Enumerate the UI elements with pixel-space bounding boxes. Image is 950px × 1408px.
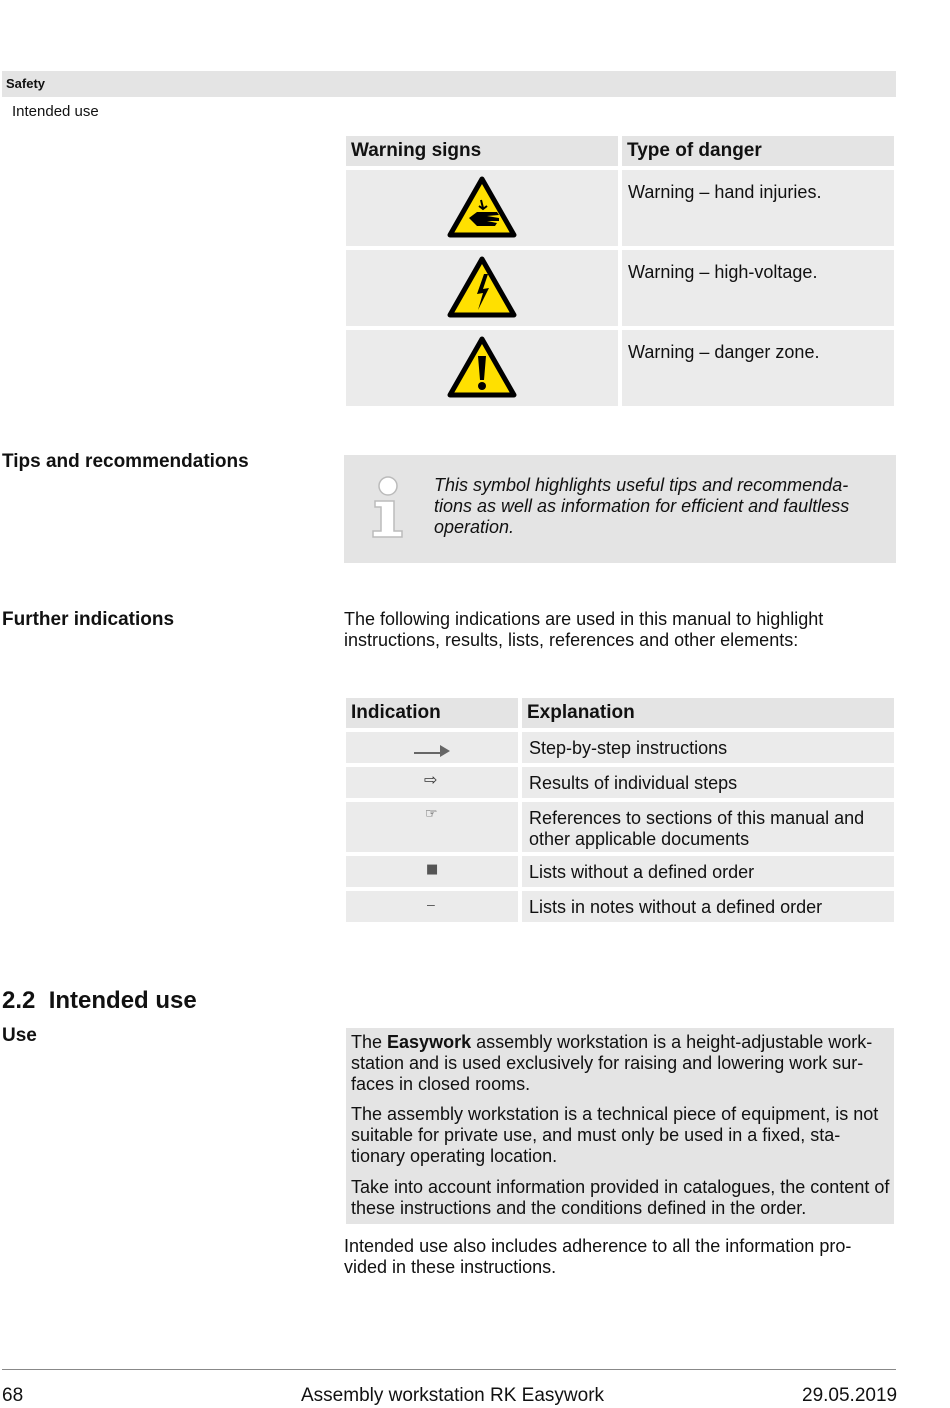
explanation-step-by-step: Step-by-step instructions <box>522 732 894 763</box>
step-arrow-icon <box>412 741 452 757</box>
hand-injury-warning-icon <box>447 176 517 238</box>
dash-bullet-icon: – <box>427 896 435 912</box>
section-title-text: Intended use <box>48 987 197 1014</box>
explanation-lists: Lists without a defined order <box>522 856 894 887</box>
high-voltage-warning-icon <box>447 256 517 318</box>
intended-use-paragraph-2: The assembly workstation is a technical piece of equipment, is not suitable for private use, and must only be used in a fixed, sta-tionary operating location. <box>351 1104 879 1166</box>
intended-use-paragraph-3: Take into account information provided in catalogues, the content of these instructions and the conditions defined in the order. <box>351 1177 890 1218</box>
warning-table-header-danger: Type of danger <box>622 136 894 166</box>
explanation-lists-in-notes: Lists in notes without a defined order <box>522 891 894 922</box>
info-icon <box>370 475 406 539</box>
danger-type-high-voltage: Warning – high-voltage. <box>622 250 894 326</box>
danger-type-hand-injuries: Warning – hand injuries. <box>622 170 894 246</box>
product-name: Easywork <box>387 1032 472 1052</box>
further-indications-heading: Further indications <box>2 609 175 630</box>
tip-box <box>344 455 896 563</box>
tip-text: This symbol highlights useful tips and recommenda-tions as well as information for efficient and faultless operation. <box>434 475 850 537</box>
indication-symbol-cell <box>346 802 518 852</box>
indication-symbol-cell <box>346 891 518 922</box>
explanation-table-header: Explanation <box>522 698 894 728</box>
further-indications-intro: The following indications are used in this manual to highlight instructions, results, lists, references and other elements: <box>344 609 824 650</box>
warning-sign-cell <box>346 250 618 326</box>
square-bullet-icon: ■ <box>426 862 439 877</box>
indication-symbol-cell <box>346 732 518 763</box>
intended-use-paragraph-4: Intended use also includes adherence to all the information pro-vided in these instructions. <box>344 1236 852 1277</box>
section-header-bar <box>2 71 896 97</box>
indication-symbol-cell <box>346 856 518 887</box>
indication-symbol-cell <box>346 767 518 798</box>
use-subheading: Use <box>2 1025 37 1046</box>
explanation-results: Results of individual steps <box>522 767 894 798</box>
result-arrow-icon: ⇨ <box>424 770 438 789</box>
footer-divider <box>2 1369 896 1370</box>
section-title: Safety <box>6 76 46 91</box>
section-heading <box>2 987 197 1015</box>
page-number: 68 <box>2 1385 24 1406</box>
section-number: 2.2 <box>2 987 36 1014</box>
subsection-title: Intended use <box>12 103 99 120</box>
warning-sign-cell <box>346 330 618 406</box>
warning-sign-cell <box>346 170 618 246</box>
indication-table-header: Indication <box>346 698 518 728</box>
intended-use-box <box>346 1028 894 1224</box>
document-date: 29.05.2019 <box>802 1385 898 1406</box>
warning-table-header-signs: Warning signs <box>346 136 618 166</box>
tips-heading: Tips and recommendations <box>2 451 249 472</box>
intended-use-paragraph-1: The Easywork assembly workstation is a height-adjustable work-station and is used exclusively for raising and lowering work sur-faces in closed rooms. <box>351 1032 873 1094</box>
danger-zone-warning-icon <box>447 336 517 398</box>
document-title: Assembly workstation RK Easywork <box>301 1385 605 1406</box>
danger-type-danger-zone: Warning – danger zone. <box>622 330 894 406</box>
explanation-references: References to sections of this manual and other applicable documents <box>522 802 894 852</box>
reference-hand-icon: ☞ <box>425 806 438 822</box>
